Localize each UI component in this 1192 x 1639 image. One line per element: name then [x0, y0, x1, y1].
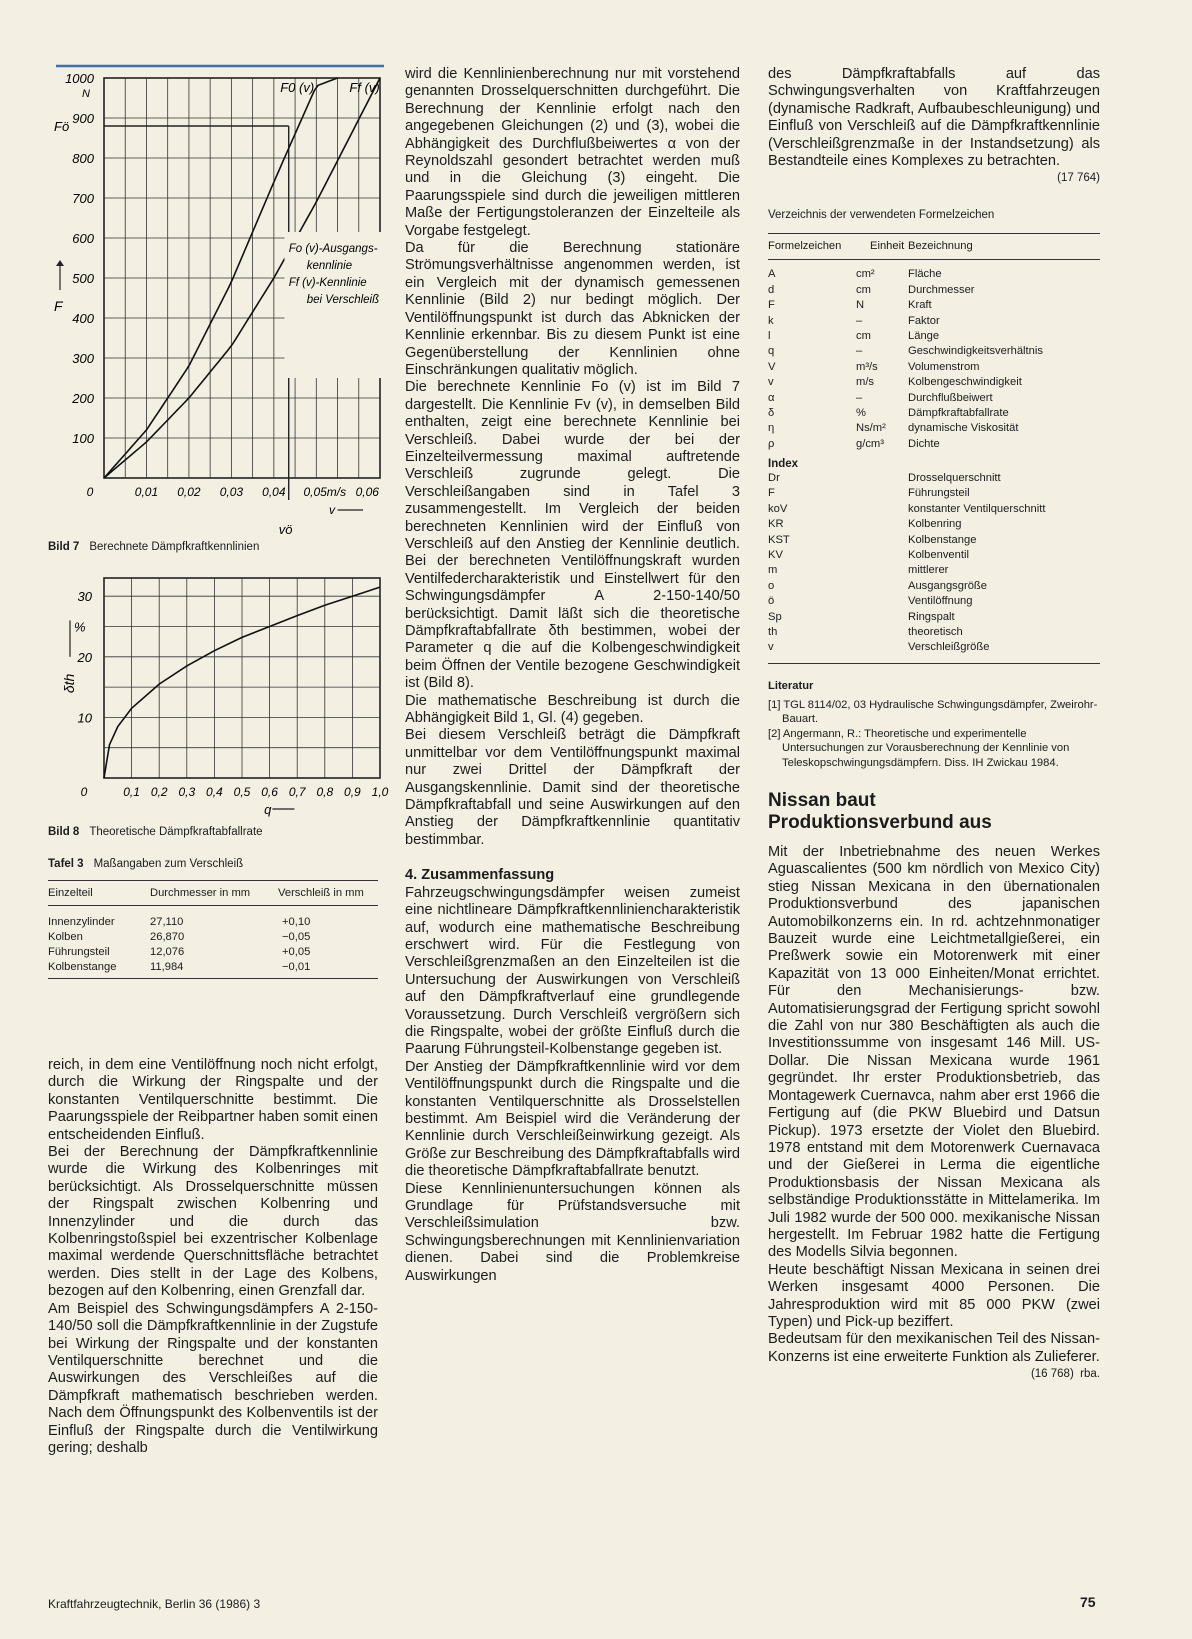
index-row [768, 641, 1045, 656]
index-row [768, 518, 1045, 533]
symbols-header-cell: Bezeichnung [908, 240, 973, 252]
symbol-row [768, 438, 1043, 453]
index-row [768, 611, 1045, 626]
x-tick-label: 0 [80, 785, 88, 799]
table3 [48, 858, 378, 979]
symbol-row [768, 407, 1043, 422]
table-cell: 26,870 [150, 930, 185, 943]
y-tick-label: 1000 [65, 71, 94, 86]
table-cell: Volumenstrom [908, 360, 980, 373]
y-unit-label: % [74, 619, 86, 635]
index-title: Index [768, 458, 799, 471]
y-tick-label: 300 [72, 351, 94, 366]
paragraph: Fahrzeugschwingungsdämpfer weisen zumeist eine nichtlineare Dämpfkraftkennliniencharakteristik auf, wodurch eine mathematische Beschreibung erschwert wird. Für die Festlegung von Verschleißgrenzmaßen an den Einzelteilen ist die Untersuchung der Auswirkungen von Verschleiß auf den Dämpfkraftverlauf eine grundlegende Voraussetzung. Durch Verschleiß vergrößern sich die Ringspalte, wobei der größte Einfluß durch die Paarung Führungsteil-Kolbenstange gegeben ist. [405, 884, 740, 1058]
x-tick-label: 0,02 [177, 485, 201, 499]
symbol-row [768, 330, 1043, 345]
table-cell: KV [768, 549, 783, 562]
table-cell: m [768, 564, 778, 577]
symbol-row [768, 376, 1043, 391]
table-row [48, 929, 378, 944]
symbols-header-cell: Formelzeichen [768, 240, 842, 252]
table-cell: F [768, 487, 775, 500]
table-cell: −0,01 [282, 960, 311, 973]
legend-entry: kennlinie [306, 260, 353, 272]
table-cell: mittlerer [908, 564, 949, 577]
paragraph: Die berechnete Kennlinie Fo (v) ist im Bild 7 dargestellt. Die Kennlinie Fv (v), in demselben Bild enthalten, zeigt eine berechnete Kennlinie bei Verschleiß. Dabei wurde der bei der Einzelteilvermessung maximal auftretende Verschleiß zugrunde gelegt. Die Verschleißangaben sind in Tafel 3 zusammengestellt. Im Vergleich der beiden berechneten Kennlinien wird der Einfluß von Verschleiß auf den Anstieg der Kennlinie deutlich. Bei der berechneten Ventilöffnungskraft wurden Ventilfedercharakteristik und Einstellwert für den Schwingungsdämpfer A 2-150-140/50 berücksichtigt. Damit läßt sich die theoretische Dämpfkraftabfallrate δth bestimmen, wobei der Parameter q die auf die Kolbengeschwindigkeit beim Öffnen der Ventile bezogene Geschwindigkeit ist (Bild 8). [405, 379, 740, 692]
y-tick-label: 400 [72, 311, 94, 326]
series-label: F0 (v) [280, 80, 315, 95]
paragraph: Der Anstieg der Dämpfkraftkennlinie wird vor dem Ventilöffnungspunkt durch die Ringspalte und die konstanten Ventilquerschnitte als Drosselstellen bestimmt. Am Beispiel wird die Veränderung der Kennlinie durch Verschleißeinwirkung gezeigt. Als Größe zur Beschreibung des Dämpfkraftabfalls wird die theoretische Dämpfkraftabfallrate benutzt. [405, 1058, 740, 1180]
paragraph: Am Beispiel des Schwingungsdämpfers A 2-150-140/50 soll die Dämpfkraftkennlinie in der Zugstufe bei Wirkung der Ringspalte und der konstanten Ventilquerschnitte berechnet und die Auswirkungen des Verschleißes auf die Dämpfkraft mathematisch beschrieben werden. Nach dem Öffnungspunkt des Kolbenventils ist der Einfluß der Ringspalte durch die Ventilwirkung gering; deshalb [48, 1300, 378, 1456]
bild7-caption-label: Bild 7 [48, 541, 80, 553]
x-axis-label: v [329, 503, 336, 517]
table-cell: Durchmesser [908, 283, 975, 296]
author: rba. [1080, 1368, 1100, 1381]
table-cell: 12,076 [150, 945, 185, 958]
y-marker-label: Fö [54, 119, 70, 134]
nissan-heading: Nissan baut Produktionsverbund aus [768, 790, 992, 833]
symbols-list [768, 208, 1100, 664]
x-tick-label: 0,3 [178, 785, 196, 799]
index-row [768, 564, 1045, 579]
table-cell: – [856, 314, 863, 327]
index-row [768, 472, 1045, 487]
table-cell: koV [768, 502, 788, 515]
table-cell: v [768, 641, 774, 654]
paragraph: reich, in dem eine Ventilöffnung noch nicht erfolgt, durch die Wirkung der Ringspalte und der konstanten Ventilquerschnitte bestimmt. Die Paarungsspiele der Reibpartner haben somit einen entscheidenden Einfluß. [48, 1057, 378, 1143]
table-cell: Kolbenventil [908, 549, 969, 562]
table3-header: Durchmesser in mm [150, 887, 251, 899]
table-cell: δ [768, 406, 775, 419]
symbol-row [768, 315, 1043, 330]
x-tick-label: 0,8 [316, 785, 334, 799]
table-cell: α [768, 391, 775, 404]
table-cell: Kolben [48, 930, 83, 943]
table-cell: cm [856, 283, 871, 296]
x-tick-label: 0,03 [219, 485, 244, 499]
x-tick-label: 0,06 [355, 485, 379, 499]
table-cell: Sp [768, 610, 782, 623]
x-tick-label: 1,0 [371, 785, 389, 799]
column3-intro [768, 66, 1100, 188]
paragraph: Die mathematische Beschreibung ist durch die Abhängigkeit Bild 1, Gl. (4) gegeben. [405, 692, 740, 727]
bild8-caption-text: Theoretische Dämpfkraftabfallrate [89, 826, 263, 838]
paragraph-text: Bedeutsam für den mexikanischen Teil des Nissan-Konzerns ist eine erweiterte Funktion als Zulieferer. [768, 1331, 1100, 1365]
x-tick-label: 0,1 [123, 785, 140, 799]
table-cell: dynamische Viskosität [908, 422, 1019, 435]
table-cell: m³/s [856, 360, 878, 373]
footer-journal: Kraftfahrzeugtechnik, Berlin 36 (1986) 3 [48, 1597, 261, 1611]
table-cell: Fläche [908, 268, 942, 281]
table-cell: Ausgangsgröße [908, 579, 987, 592]
x-tick-label: 0,04 [262, 485, 286, 499]
table-cell: Drosselquerschnitt [908, 472, 1001, 485]
table-cell: 27,110 [150, 915, 184, 928]
table-cell: V [768, 360, 776, 373]
table-cell: Ns/m² [856, 422, 886, 435]
figure-bild7 [40, 60, 400, 535]
symbol-row [768, 422, 1043, 437]
article-ref: (16 768) [1030, 1368, 1074, 1381]
table-cell: F [768, 299, 775, 312]
table3-label: Tafel 3 [48, 858, 84, 870]
table-cell: N [856, 299, 865, 312]
column2-text [405, 66, 740, 1285]
y-tick-label: 30 [77, 589, 92, 605]
page-number: 75 [1080, 1594, 1096, 1610]
x-tick-label: 0,4 [206, 785, 223, 799]
table-cell: Kolbenstange [48, 960, 117, 973]
y-tick-label: 100 [72, 431, 94, 446]
table-cell: ö [768, 595, 775, 608]
y-unit-label: N [82, 88, 90, 100]
x-tick-label: 0 [86, 485, 94, 499]
paragraph: Bei diesem Verschleiß beträgt die Dämpfkraft unmittelbar vor dem Ventilöffnungspunkt maximal nur zwei Drittel der Dämpfkraft der Ausgangskennlinie. Damit sind der theoretische Dämpfkraftabfall und seine Auswirkungen auf den Anstieg der Dämpfkraftkennlinie quantitativ bestimmbar. [405, 727, 740, 848]
table-cell: Kraft [908, 299, 932, 312]
literature [768, 679, 1100, 770]
symbol-row [768, 284, 1043, 299]
table-row [48, 959, 378, 974]
symbol-row [768, 392, 1043, 407]
nissan-text [768, 844, 1100, 1384]
column1-text [48, 1057, 378, 1457]
index-row [768, 626, 1045, 641]
literature-item: [1] TGL 8114/02, 03 Hydraulische Schwingungsdämpfer, Zweirohr-Bauart. [768, 698, 1098, 725]
table-cell: Führungsteil [908, 487, 970, 500]
index-row [768, 534, 1045, 549]
table-cell: Dichte [908, 437, 940, 450]
index-row [768, 487, 1045, 502]
y-axis-label: F [54, 298, 63, 314]
table-cell: Innenzylinder [48, 915, 115, 928]
bild7-caption [48, 541, 259, 553]
table-cell: −0,05 [282, 930, 311, 943]
table-cell: Kolbenstange [908, 533, 977, 546]
paragraph: Bei der Berechnung der Dämpfkraftkennlinie wurde die Wirkung des Kolbenringes mit berücksichtigt. Als Drosselquerschnitte müssen der Ringspalt zwischen Kolbenring und Innenzylinder und die durch das Kolbenringstoßspiel bei exzentrischer Kolbenlage maximal werdende Querschnittsfläche betrachtet werden. Dies stellt in der Lage des Kolbens, bezogen auf den Kolbenring, einen Grenzfall dar. [48, 1144, 378, 1300]
paragraph: Heute beschäftigt Nissan Mexicana in seinen drei Werken insgesamt 4000 Personen. Die Jahresproduktion wird mit 85 000 PKW (zwei Typen) und Pick-up beziffert. [768, 1261, 1100, 1330]
table3-grid [48, 881, 378, 905]
bild7-chart [40, 60, 400, 535]
legend-entry: bei Verschleiß [306, 294, 380, 306]
table-cell: Faktor [908, 314, 940, 327]
table-cell: l [768, 329, 771, 342]
section-heading: 4. Zusammenfassung [405, 867, 555, 884]
y-tick-label: 800 [72, 151, 94, 166]
article-ref: (17 764) [1057, 172, 1100, 185]
table-cell: – [856, 391, 863, 404]
paragraph: wird die Kennlinienberechnung nur mit vorstehend genannten Drosselquerschnitten durchgeführt. Die Berechnung der Kennlinie erfolgt nach den angegebenen Gleichungen (2) und (3), wobei die Abhängigkeit des Durchflußbeiwertes α von der Reynoldszahl gesondert betrachtet werden muß und in die Gleichung (3) eingeht. Die Paarungsspiele sind durch die jeweiligen mittleren Maße der Fertigungstoleranzen der Einzelteile als Vorgabe festgelegt. [405, 66, 740, 239]
symbols-header [768, 240, 973, 255]
table-cell: theoretisch [908, 625, 963, 638]
series-label: Ff (v) [349, 80, 380, 95]
table-row [48, 944, 378, 959]
table-cell: KR [768, 518, 784, 531]
y-tick-label: 500 [72, 271, 94, 286]
y-tick-label: 20 [77, 649, 92, 665]
table-cell: th [768, 625, 778, 638]
bild8-caption [48, 826, 263, 838]
y-tick-label: 900 [72, 111, 94, 126]
table-cell: konstanter Ventilquerschnitt [908, 502, 1046, 515]
bild8-chart [40, 570, 400, 820]
paragraph [768, 66, 1100, 185]
y-tick-label: 600 [72, 231, 94, 246]
symbol-row [768, 299, 1043, 314]
table-cell: +0,10 [282, 915, 311, 928]
literature-item: [2] Angermann, R.: Theoretische und experimentelle Untersuchungen zur Vorausberechnung der Kennlinie von Teleskopschwingungsdämpfern. Diss. IH Zwickau 1984. [768, 727, 1070, 769]
index-row [768, 503, 1045, 518]
x-tick-label: 0,6 [261, 785, 278, 799]
literature-title: Literatur [768, 680, 814, 692]
table-cell: KST [768, 533, 790, 546]
table-cell: % [856, 406, 866, 419]
paragraph: Da für die Berechnung stationäre Strömungsverhältnisse angenommen werden, ist ein Vergleich mit der dynamisch gemessenen Kennlinie (Bild 2) nur bedingt möglich. Der Ventilöffnungspunkt ist durch das Abknicken der Kennlinie erkennbar. Bis zu diesem Punkt ist eine Gegenüberstellung der Kennlinien ohne Einschränkungen qualitativ möglich. [405, 240, 740, 378]
x-axis-label: q [264, 802, 272, 817]
table-cell: Ventilöffnung [908, 595, 973, 608]
table-cell: Ringspalt [908, 610, 955, 623]
table-cell: Geschwindigkeitsverhältnis [908, 345, 1043, 358]
legend-entry: Ff (v)-Kennlinie [288, 277, 367, 289]
index-row [768, 580, 1045, 595]
table-cell: Länge [908, 329, 940, 342]
table-cell: 11,984 [150, 960, 184, 973]
symbols-header-cell: Einheit [870, 240, 905, 252]
table3-header: Verschleiß in mm [278, 887, 364, 899]
table-cell: +0,05 [282, 945, 311, 958]
index-row [768, 595, 1045, 610]
x-tick-label: 0,05m/s [303, 485, 347, 499]
table-cell: Durchflußbeiwert [908, 391, 993, 404]
table-cell: d [768, 283, 775, 296]
table3-body [48, 914, 378, 974]
paragraph [768, 1331, 1100, 1381]
table-cell: Verschleißgröße [908, 641, 990, 654]
index-table [768, 472, 1045, 657]
table-cell: k [768, 314, 774, 327]
table-cell: ρ [768, 437, 775, 450]
y-tick-label: 10 [77, 710, 92, 726]
table3-title: Maßangaben zum Verschleiß [93, 858, 244, 870]
bild8-caption-label: Bild 8 [48, 826, 80, 838]
legend-entry: Fo (v)-Ausgangs- [288, 243, 378, 255]
table-cell: m/s [856, 376, 875, 389]
x-tick-label: 0,5 [233, 785, 251, 799]
y-tick-label: 200 [72, 391, 94, 406]
x-tick-label: 0,7 [288, 785, 306, 799]
table-cell: cm [856, 329, 871, 342]
x-tick-label: 0,2 [150, 785, 168, 799]
paragraph-text: des Dämpfkraftabfalls auf das Schwingungsverhalten von Kraftfahrzeugen (dynamische Radkraft, Aufbaubeschleunigung) und Einfluß von Verschleiß auf die Dämpfkraftkennlinie (Verschleißgrenzmaße in der Instandsetzung) als Bestandteile eines Komplexes zu betrachten. [768, 66, 1100, 170]
figure-bild8 [40, 570, 400, 820]
table-cell: q [768, 345, 775, 358]
paragraph: Mit der Inbetriebnahme des neuen Werkes Aguascalientes (500 km nördlich von Mexico City) stieg Nissan Mexicana in den übernationalen Produktionsverbund des japanischen Automobilkonzerns ein. In rd. achtzehnmonatiger Bauzeit wurde eine Leichtmetallgießerei, ein Preßwerk sowie ein Motorenwerk mit einer Kapazität von 13 000 Einheiten/Monat errichtet. Für den Mechanisierungs- bzw. Automatisierungsgrad der Fertigung spricht sowohl die Zahl von nur 380 Beschäftigten als auch die Investitionssumme von insgesamt 146 Mill. US-Dollar. Die Nissan Mexicana wurde 1961 gegründet. Ihr erster Produktionsbetrieb, das Montagewerk Cuernavca, nahm aber erst 1966 die Fertigung auf (die PKW Bluebird und Datsun Pickup). 1973 ersetzte der Violet den Bluebird. 1978 entstand mit dem Motorenwerk Cuernavaca und der Gießerei in Lerma die eigentliche Produktionsbasis der Nissan Mexicana als selbständige Produktionsstätte in Mittelamerika. Im Juli 1982 wurde der 500 000. mexikanische Nissan hergestellt. Im Februar 1982 hatte die Fertigung des Modells Silvia begonnen. [768, 844, 1100, 1261]
table-cell: g/cm³ [856, 437, 884, 450]
table-cell: A [768, 268, 776, 281]
y-tick-label: 700 [72, 191, 94, 206]
table-cell: η [768, 422, 775, 435]
table-cell: cm² [856, 268, 875, 281]
table-row [48, 914, 378, 929]
table-cell: Kolbenring [908, 518, 962, 531]
table-cell: Kolbengeschwindigkeit [908, 376, 1022, 389]
paragraph: Diese Kennlinienuntersuchungen können als Grundlage für Prüfstandsversuche mit Verschleißsimulation bzw. Schwingungsberechnungen mit Kennlinienvariation dienen. Dabei sind die Problemkreise Auswirkungen [405, 1180, 740, 1284]
bild7-caption-text: Berechnete Dämpfkraftkennlinien [89, 541, 260, 553]
index-row [768, 549, 1045, 564]
table-cell: Dr [768, 472, 780, 485]
x-tick-label: 0,9 [344, 785, 361, 799]
symbol-row [768, 345, 1043, 360]
table-cell: – [856, 345, 863, 358]
table-cell: v [768, 376, 774, 389]
y-axis-arrowhead [56, 260, 64, 266]
table3-header: Einzelteil [48, 887, 93, 899]
table-cell: o [768, 579, 775, 592]
y-axis-label: δth [61, 673, 77, 694]
symbol-row [768, 361, 1043, 376]
x-tick-label: 0,01 [134, 485, 159, 499]
symbol-row [768, 268, 1043, 283]
x-marker-label: vö [278, 522, 293, 535]
symbols-title: Verzeichnis der verwendeten Formelzeichen [768, 209, 995, 221]
table-cell: Führungsteil [48, 945, 110, 958]
symbols-table [768, 268, 1043, 453]
table-cell: Dämpfkraftabfallrate [908, 406, 1009, 419]
